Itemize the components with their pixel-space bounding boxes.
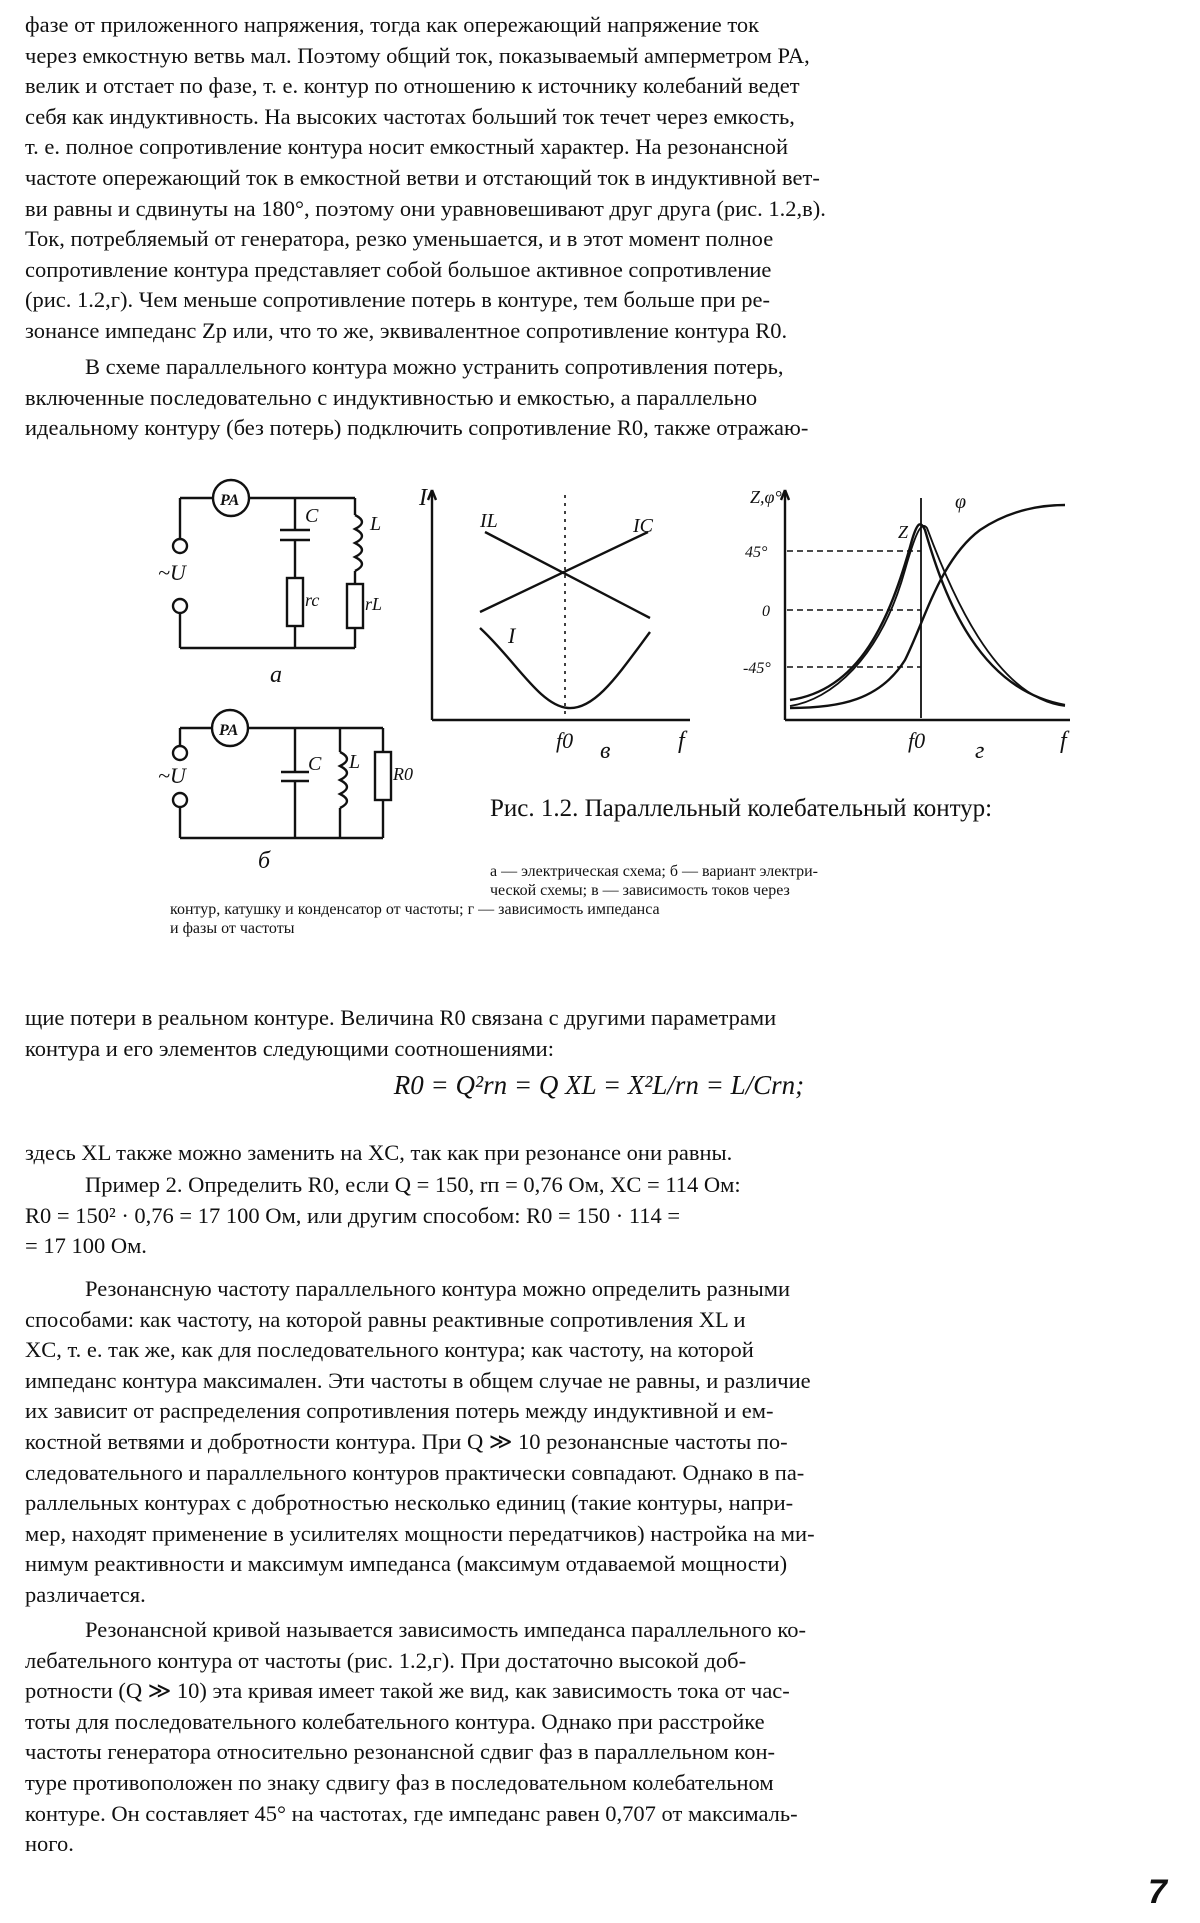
text-line: = 17 100 Ом. (25, 1233, 147, 1259)
text-line: включенные последовательно с индуктивностью и емкостью, а параллельно (25, 384, 758, 410)
l-label-a: L (370, 513, 382, 535)
sub-label-g: г (975, 738, 985, 764)
paragraph-after-figure (25, 1003, 1173, 1064)
text-line: здесь XL также можно заменить на XC, так как при резонансе они равны. (25, 1140, 733, 1165)
caption-note-line: контур, катушку и конденсатор от частоты; г — зависимость импеданса (170, 901, 660, 918)
source-label-b: ~U (158, 763, 186, 788)
figure-caption: Рис. 1.2. Параллельный колебательный контур: (490, 795, 993, 822)
paragraph-formula-note (25, 1138, 1173, 1169)
f0-label-v: f0 (556, 728, 574, 753)
text-line: нимум реактивности и максимум импеданса (максимум отдаваемой мощности) (25, 1551, 788, 1577)
text-line: сопротивление контура представляет собой большое активное сопротивление (25, 256, 772, 282)
sub-label-v: в (600, 738, 611, 764)
caption-note-line: ческой схемы; в — зависимость токов через (490, 882, 790, 899)
pa-label-b: PA (219, 722, 239, 739)
text-line: раллельных контурах с добротностью несколько единиц (такие контуры, напри- (25, 1490, 794, 1516)
paragraph-resonance (25, 1274, 1173, 1611)
text-line: импеданс контура максимален. Эти частоты в общем случае не равны, и различие (25, 1367, 811, 1393)
axis-f-label-g: f (1060, 728, 1067, 754)
rl-label: rL (365, 594, 383, 614)
r0-label: R0 (393, 764, 413, 784)
inductor-b (340, 752, 347, 808)
text-line: R0 = 150² · 0,76 = 17 100 Ом, или другим способом: R0 = 150 · 114 = (25, 1202, 681, 1228)
terminal-a-bottom (173, 599, 187, 613)
caption-note-line: а — электрическая схема; б — вариант электри- (490, 863, 818, 880)
terminal-a-top (173, 539, 187, 553)
figure-caption-note (170, 862, 1070, 938)
text-line: идеальному контуру (без потерь) подключить сопротивление R0, также отражаю- (25, 415, 809, 441)
text-line: следовательного и параллельного контуров практически совпадают. Однако в па- (25, 1459, 805, 1485)
text-line: т. е. полное сопротивление контура носит емкостный характер. На резонансной (25, 134, 789, 160)
text-line: контуре. Он составляет 45° на частотах, где импеданс равен 0,707 от максималь- (25, 1800, 798, 1826)
axis-zphi-label: Z,φ° (750, 487, 782, 507)
text-line: XC, т. е. так же, как для последовательного контура; как частоту, на которой (25, 1337, 754, 1363)
text-line: Резонансную частоту параллельного контура можно определить разными (85, 1276, 791, 1301)
l-label-b: L (349, 751, 361, 773)
text-line: контура и его элементов следующими соотношениями: (25, 1035, 554, 1061)
paragraph-example (25, 1170, 1173, 1262)
page-number: 7 (1148, 1873, 1167, 1911)
text-line: Ток, потребляемый от генератора, резко уменьшается, и в этот момент полное (25, 226, 774, 252)
axis-i-label: I (419, 485, 427, 511)
paragraph-resonance-curve (25, 1615, 1173, 1860)
text-line: туре противоположен по знаку сдвигу фаз в последовательном колебательном (25, 1769, 774, 1795)
resistor-r0 (375, 752, 391, 800)
text-line: зонансе импеданс Zp или, что то же, эквивалентное сопротивление контура R0. (25, 317, 788, 343)
curve-i-label: I (508, 623, 516, 648)
rc-label: rc (305, 590, 320, 610)
text-line: ротности (Q ≫ 10) эта кривая имеет такой же вид, как зависимость тока от час- (25, 1678, 790, 1704)
tick-45-label: 45° (745, 544, 768, 561)
text-line: мер, находят применение в усилителях мощности передатчиков) настройка на ми- (25, 1520, 815, 1546)
source-label-a: ~U (158, 560, 186, 585)
curve-z-label: Z (898, 522, 909, 542)
text-line: В схеме параллельного контура можно устранить сопротивления потерь, (85, 354, 784, 379)
text-line: способами: как частоту, на которой равны реактивные сопротивления XL и (25, 1306, 746, 1332)
curve-ic-label: IC (633, 515, 653, 537)
text-line: частоты генератора относительно резонансной сдвиг фаз в параллельном кон- (25, 1739, 775, 1765)
terminal-b-top (173, 746, 187, 760)
inductor-a (355, 515, 362, 571)
text-line: Пример 2. Определить R0, если Q = 150, rп = 0,76 Ом, XC = 114 Ом: (85, 1172, 741, 1197)
text-line: костной ветвями и добротности контура. При Q ≫ 10 резонансные частоты по- (25, 1428, 788, 1454)
text-line: ного. (25, 1831, 74, 1857)
curve-ic (480, 532, 648, 612)
text-line: фазе от приложенного напряжения, тогда как опережающий напряжение ток (25, 12, 760, 37)
text-line: ви равны и сдвинуты на 180°, поэтому они уравновешивают друг друга (рис. 1.2,в). (25, 195, 826, 221)
text-line: различается. (25, 1581, 146, 1607)
circuit-b (173, 710, 391, 838)
c-label-b: C (308, 753, 322, 775)
curve-z-wide (790, 526, 1065, 706)
graph-g (781, 490, 1070, 720)
text-line: велик и отстает по фазе, т. е. контур по отношению к источнику колебаний ведет (25, 73, 800, 99)
text-line: Резонансной кривой называется зависимость импеданса параллельного ко- (85, 1617, 806, 1642)
terminal-b-bottom (173, 793, 187, 807)
text-line: (рис. 1.2,г). Чем меньше сопротивление потерь в контуре, тем больше при ре- (25, 287, 771, 313)
text-line: через емкостную ветвь мал. Поэтому общий ток, показываемый амперметром PA, (25, 42, 810, 68)
formula-r0: R0 = Q²rп = Q XL = X²L/rп = L/Crп; (393, 1070, 805, 1100)
text-line: щие потери в реальном контуре. Величина R0 связана с другими параметрами (25, 1005, 777, 1030)
f0-label-g: f0 (908, 728, 926, 753)
pa-label-a: PA (220, 492, 240, 509)
circuit-a (173, 480, 363, 648)
caption-note-line: и фазы от частоты (170, 920, 295, 937)
tick-0-label: 0 (762, 603, 770, 620)
sub-label-a: а (270, 662, 282, 688)
tick-m45-label: -45° (743, 660, 771, 677)
resistor-rl (347, 584, 363, 628)
text-line: себя как индуктивность. На высоких частотах больший ток течет через емкость, (25, 103, 795, 129)
sub-label-b: б (258, 848, 271, 874)
resistor-rc (287, 578, 303, 626)
text-line: частоте опережающий ток в емкостной ветви и отстающий ток в индуктивной вет- (25, 164, 820, 190)
axis-f-label-v: f (678, 728, 685, 754)
c-label-a: C (305, 505, 319, 527)
curve-phi-label: φ (955, 491, 967, 513)
curve-il (485, 532, 650, 618)
text-line: их зависит от распределения сопротивления потерь между индуктивной и ем- (25, 1398, 774, 1424)
text-line: тоты для последовательного колебательного контура. Однако при расстройке (25, 1708, 765, 1734)
curve-il-label: IL (480, 510, 498, 532)
text-line: лебательного контура от частоты (рис. 1.2,г). При достаточно высокой доб- (25, 1647, 747, 1673)
